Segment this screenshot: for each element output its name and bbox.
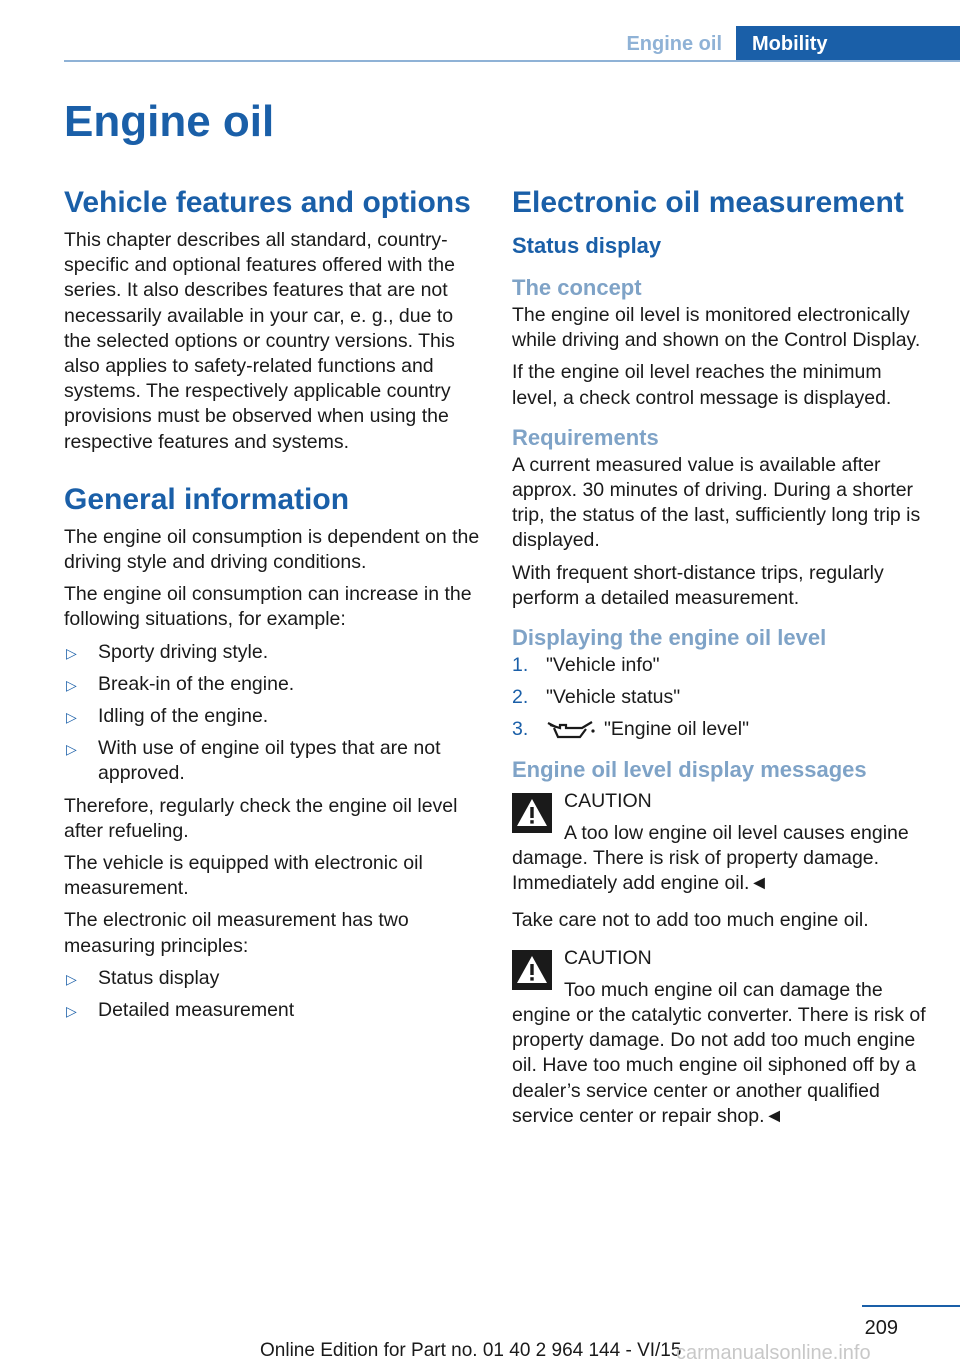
list-item: ▷ Idling of the engine. [64, 704, 480, 729]
list-item: 3. "Engine oil level" [512, 717, 930, 742]
paragraph-features: This chapter describes all standard, country-specific and optional features offered with the series. It also describes features that are not necessarily available in your car, e. g., due to the selected options or country versions. This also applies to safety-related functions and systems. The respectively applicable country provisions must be observed when using the respective features and systems. [64, 229, 455, 453]
page-number-rule [862, 1305, 960, 1307]
caution-label: CAUTION [564, 946, 652, 969]
left-column [64, 182, 480, 1023]
header-section-tab: Mobility [736, 26, 960, 62]
watermark: carmanualsonline.info [676, 1342, 871, 1364]
list-item: 1. "Vehicle info" [512, 653, 930, 678]
list-item: ▷ With use of engine oil types that are not approved. [66, 737, 441, 785]
paragraph-equipped: The vehicle is equipped with electronic oil measurement. [64, 852, 423, 900]
heading-requirements: Requirements [512, 424, 659, 450]
paragraph-increase: The engine oil consumption can increase in the following situations, for example: [64, 583, 472, 631]
edition-footer: Online Edition for Part no. 01 40 2 964 144 - VI/15 [260, 1340, 682, 1361]
chapter-title: Engine oil [64, 97, 275, 146]
triangle-bullet-icon: ▷ [66, 970, 77, 987]
bullet-list-principles [64, 966, 480, 1023]
heading-the-concept: The concept [512, 275, 642, 300]
paragraph-requirements-value: A current measured value is available after approx. 30 minutes of driving. During a shorter trip, the status of the last, sufficiently long trip is displayed. [512, 453, 921, 552]
bullet-list-situations [64, 640, 480, 787]
paragraph-not-too-much: Take care not to add too much engine oil. [512, 909, 869, 932]
page-number: 209 [864, 1317, 898, 1339]
step-number: 1. [512, 654, 529, 677]
caution-low-oil [512, 789, 930, 897]
triangle-bullet-icon: ▷ [66, 644, 77, 661]
oil-can-icon [546, 719, 596, 741]
paragraph-consumption: The engine oil consumption is dependent on the driving style and driving conditions. [64, 525, 480, 574]
header-chapter: Engine oil [626, 33, 722, 55]
list-item: ▷ Sporty driving style. [64, 640, 480, 665]
list-item: 2. "Vehicle status" [512, 685, 930, 710]
heading-displaying-level: Displaying the engine oil level [512, 625, 827, 651]
header-rule [64, 60, 960, 62]
triangle-bullet-icon: ▷ [66, 741, 77, 758]
paragraph-principles: The electronic oil measurement has two measuring principles: [64, 909, 409, 957]
caution-text: Too much engine oil can damage the engine or the catalytic converter. There is risk of property damage. Do not add too much engine oil. Have too much engine oil siphoned off by a dealer’s service center or another qualified service center or repair shop.◄ [512, 978, 926, 1127]
caution-too-much-oil [512, 946, 930, 1129]
heading-electronic-oil-measurement: Electronic oil measurement [512, 186, 904, 219]
caution-label: CAUTION [564, 789, 652, 812]
numbered-steps [512, 653, 930, 743]
triangle-bullet-icon: ▷ [66, 1003, 77, 1020]
caution-text: A too low engine oil level causes engine damage. There is risk of property damage. Immediately add engine oil.◄ [512, 821, 909, 895]
heading-general-information: General information [64, 482, 350, 516]
paragraph-requirements-short-trips: With frequent short-distance trips, regularly perform a detailed measurement. [512, 561, 884, 609]
step-number: 2. [512, 686, 529, 709]
heading-display-messages: Engine oil level display messages [512, 756, 867, 782]
right-column [512, 182, 930, 1129]
list-item: ▷ Detailed measurement [64, 998, 480, 1023]
paragraph-check-level: Therefore, regularly check the engine oil level after refueling. [64, 794, 458, 842]
list-item: ▷ Status display [64, 966, 480, 991]
triangle-bullet-icon: ▷ [66, 676, 77, 693]
paragraph-concept-minimum: If the engine oil level reaches the minimum level, a check control message is displayed. [512, 361, 892, 409]
paragraph-concept-monitored: The engine oil level is monitored electronically while driving and shown on the Control Display. [512, 304, 921, 352]
triangle-bullet-icon: ▷ [66, 709, 77, 726]
heading-status-display: Status display [512, 233, 662, 258]
step-number: 3. [512, 718, 529, 741]
list-item: ▷ Break-in of the engine. [64, 672, 480, 697]
warning-triangle-icon [512, 793, 552, 833]
heading-vehicle-features: Vehicle features and options [64, 186, 471, 219]
warning-triangle-icon [512, 950, 552, 990]
